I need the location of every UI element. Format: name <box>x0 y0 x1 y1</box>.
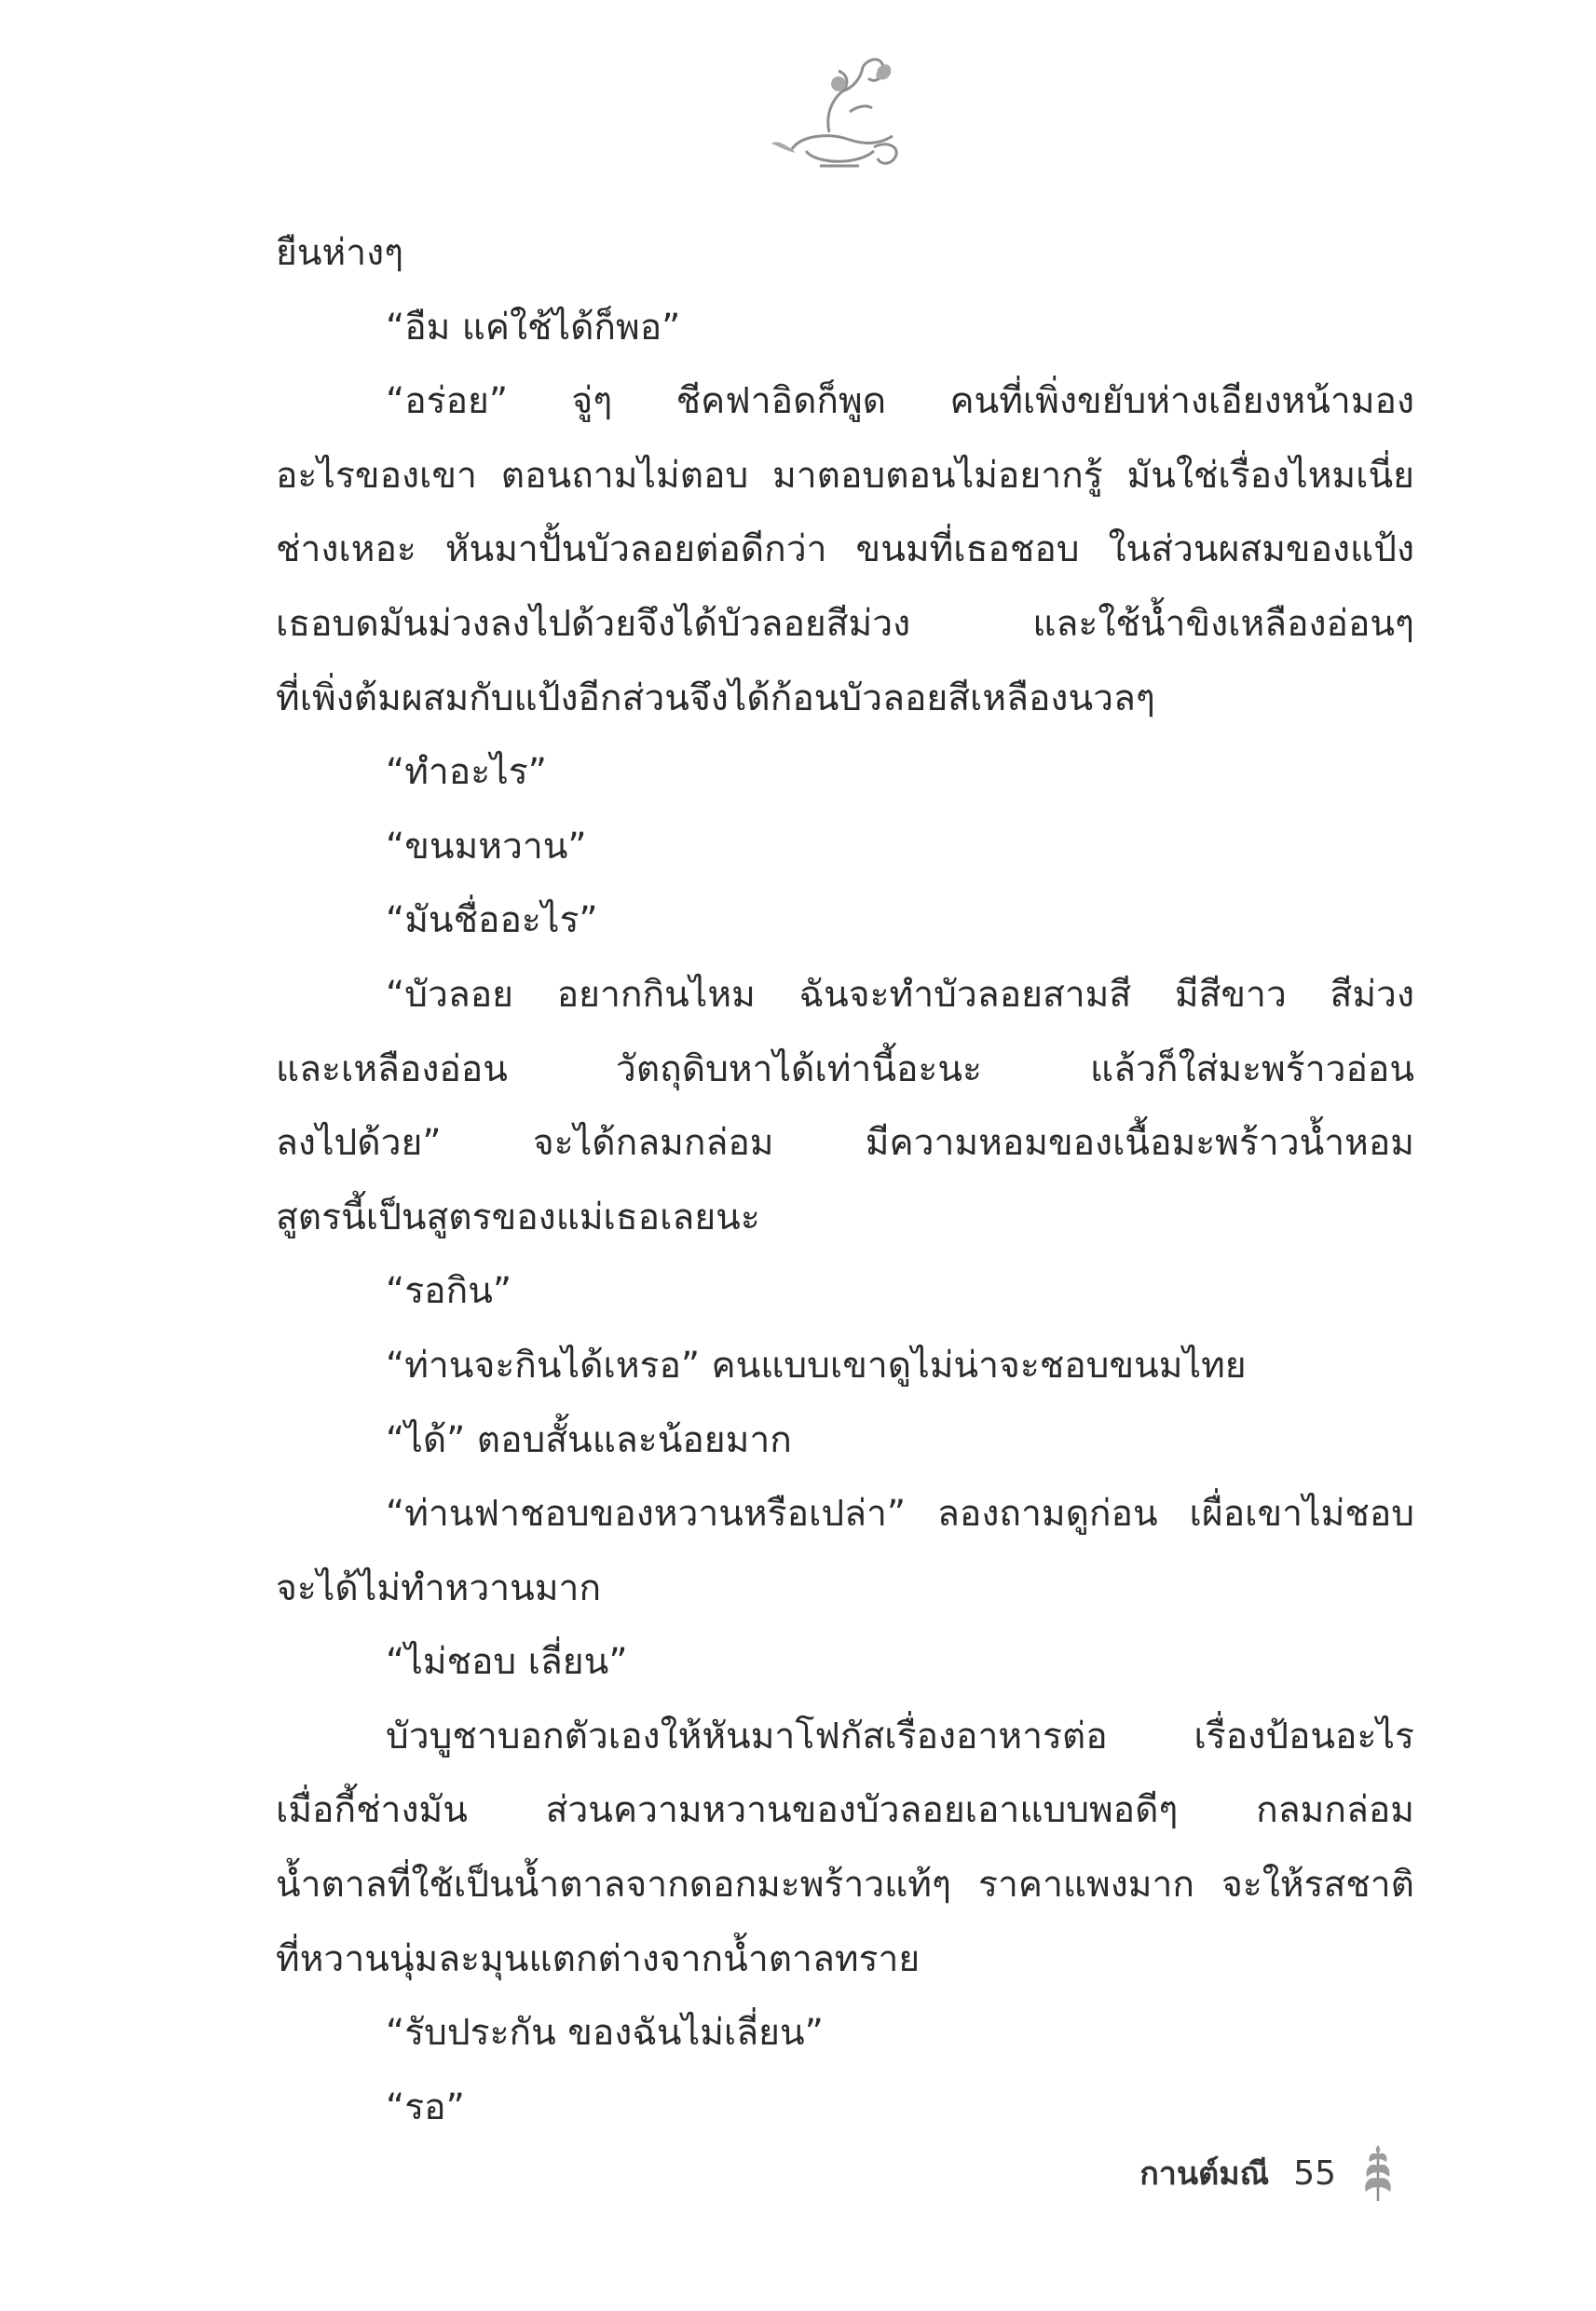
text-line: “ไม่ชอบ เลี่ยน” <box>386 1641 628 1684</box>
text-line: “อร่อย” จู่ๆ ชีคฟาอิดก็พูด คนที่เพิ่งขยับห่างเอียงหน้ามอง <box>386 380 1414 423</box>
text-line: ยืนห่างๆ <box>276 232 404 274</box>
text-line: “ขนมหวาน” <box>386 825 587 868</box>
text-line: ลงไปด้วย” จะได้กลมกล่อม มีความหอมของเนื้อมะพร้าวน้ำหอม <box>276 1122 1414 1165</box>
plant-sprig-icon <box>1360 2143 1396 2203</box>
text-line: บัวบูชาบอกตัวเองให้หันมาโฟกัสเรื่องอาหารต่อ เรื่องป้อนอะไร <box>386 1715 1414 1757</box>
text-line: ที่หวานนุ่มละมุนแตกต่างจากน้ำตาลทราย <box>276 1937 921 1980</box>
text-line: “อืม แค่ใช้ได้ก็พอ” <box>386 306 681 349</box>
text-line: “ทำอะไร” <box>386 751 547 794</box>
text-line: “ได้” ตอบสั้นและน้อยมาก <box>386 1418 792 1461</box>
body-text <box>276 216 1414 2144</box>
text-line: จะได้ไม่ทำหวานมาก <box>276 1566 602 1609</box>
text-line: น้ำตาลที่ใช้เป็นน้ำตาลจากดอกมะพร้าวแท้ๆ ราคาแพงมาก จะให้รสชาติ <box>276 1864 1414 1907</box>
text-line: “รอกิน” <box>386 1270 512 1313</box>
text-line: “รับประกัน ของฉันไม่เลี่ยน” <box>386 2012 824 2055</box>
text-line: ช่างเหอะ หันมาปั้นบัวลอยต่อดีกว่า ขนมที่เธอชอบ ในส่วนผสมของแป้ง <box>276 528 1414 571</box>
page-footer <box>1139 2145 1396 2201</box>
book-title: กานต์มณี <box>1139 2155 1270 2193</box>
text-line: “รอ” <box>386 2085 465 2128</box>
text-line: เธอบดมันม่วงลงไปด้วยจึงได้บัวลอยสีม่วง และใช้น้ำขิงเหลืองอ่อนๆ <box>276 602 1414 645</box>
text-line: อะไรของเขา ตอนถามไม่ตอบ มาตอบตอนไม่อยากรู้ มันใช่เรื่องไหมเนี่ย <box>276 454 1414 497</box>
text-line: และเหลืองอ่อน วัตถุดิบหาได้เท่านี้อะนะ แล้วก็ใส่มะพร้าวอ่อน <box>276 1047 1414 1090</box>
genie-lamp-icon <box>764 47 913 177</box>
text-line: “ท่านจะกินได้เหรอ” คนแบบเขาดูไม่น่าจะชอบขนมไทย <box>386 1344 1247 1387</box>
text-line: ที่เพิ่งต้มผสมกับแป้งอีกส่วนจึงได้ก้อนบัวลอยสีเหลืองนวลๆ <box>276 677 1155 719</box>
text-line: “บัวลอย อยากกินไหม ฉันจะทำบัวลอยสามสี มีสีขาว สีม่วง <box>386 973 1414 1016</box>
text-line: สูตรนี้เป็นสูตรของแม่เธอเลยนะ <box>276 1196 760 1238</box>
text-line: “ท่านฟาชอบของหวานหรือเปล่า” ลองถามดูก่อน เผื่อเขาไม่ชอบ <box>386 1493 1414 1536</box>
page-number: 55 <box>1293 2154 1336 2193</box>
text-line: เมื่อกี้ช่างมัน ส่วนความหวานของบัวลอยเอาแบบพอดีๆ กลมกล่อม <box>276 1789 1414 1832</box>
text-line: “มันชื่ออะไร” <box>386 899 598 942</box>
